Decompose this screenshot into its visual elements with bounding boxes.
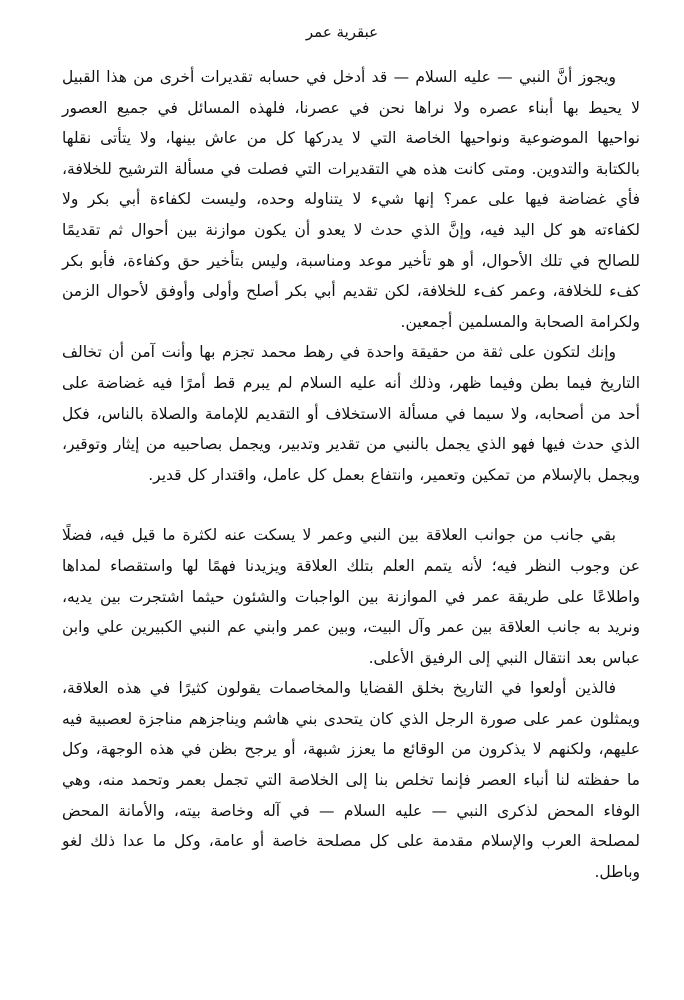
running-header: عبقرية عمر [305, 23, 379, 41]
section-break [62, 490, 640, 520]
paragraph-1: ويجوز أنَّ النبي — عليه السلام — قد أدخل في حسابه تقديرات أخرى من هذا القبيل لا يحيط بها أبناء عصره ولا نراها نحن في عصرنا، فلهذه المسائل في جميع العصور نواحيها الموضوعية ونواحيها الخاصة التي لا يدركها كل من عاش بينها، ولا يتأتى نقلها بالكتابة والتدوين. ومتى كانت هذه هي التقديرات التي فصلت في مسألة الترشيح للخلافة، فأي غضاضة فيها على عمر؟ إنها شيء لا يتناوله وحده، وليست لكفاءة أبي بكر ولا لكفاءته هو كل اليد فيه، وإنَّ الذي حدث لا يعدو أن يكون موازنة بين أحوال ثم تقديمًا للصالح في تلك الأحوال، أو هو تأخير موعد ومناسبة، وليس بتأخير حق وكفاءة، فأبو بكر كفء للخلافة، وعمر كفء للخلافة، لكن تقديم أبي بكر أصلح وأولى وأوفق لأحوال الزمن ولكرامة الصحابة والمسلمين أجمعين. [62, 68, 640, 331]
paragraph-4: فالذين أولعوا في التاريخ بخلق القضايا والمخاصمات يقولون كثيرًا في هذه العلاقة، ويمثلون عمر على صورة الرجل الذي كان يتحدى بني هاشم ويناجزهم مناجزة لعصبية فيه عليهم، ولكنهم لا يذكرون من الوقائع ما يعزز شبهة، أو يرجح بظن في هذه الوجهة، وكل ما حفظته لنا أنباء العصر فإنما تخلص بنا إلى الخلاصة التي تجمل بعمر وتحمد منه، وهي الوفاء المحض لذكرى النبي — عليه السلام — في آله وخاصة بيته، والأمانة المحض لمصلحة العرب والإسلام مقدمة على كل مصلحة خاصة أو عامة، وكل ما عدا ذلك لغو وباطل. [62, 679, 640, 881]
paragraph-2: وإنك لتكون على ثقة من حقيقة واحدة في رهط محمد تجزم بها وأنت آمن أن تخالف التاريخ فيما بطن وفيما ظهر، وذلك أنه عليه السلام لم يبرم قط أمرًا فيه غضاضة على أحد من أصحابه، ولا سيما في مسألة الاستخلاف أو التقديم للإمامة والصلاة بالناس، فكل الذي حدث فيها فهو الذي يجمل بالنبي من تقدير وتدبير، ويجمل بصاحبيه من إيثار وتوقير، ويجمل بالإسلام من تمكين وتعمير، وانتفاع بعمل كل عامل، واقتدار كل قدير. [62, 343, 640, 484]
paragraph-3: بقي جانب من جوانب العلاقة بين النبي وعمر لا يسكت عنه لكثرة ما قيل فيه، فضلًا عن وجوب النظر فيه؛ لأنه يتمم العلم بتلك العلاقة ويزيدنا فهمًا لها واستقصاء لمداها واطلاعًا على طريقة عمر في الموازنة بين الواجبات والشئون حيثما اشتجرت بين يديه، ونريد به جانب العلاقة بين عمر وآل البيت، وبين عمر وابني عم النبي الكبيرين علي وابن عباس بعد انتقال النبي إلى الرفيق الأعلى. [62, 526, 640, 667]
page-body [62, 62, 640, 887]
